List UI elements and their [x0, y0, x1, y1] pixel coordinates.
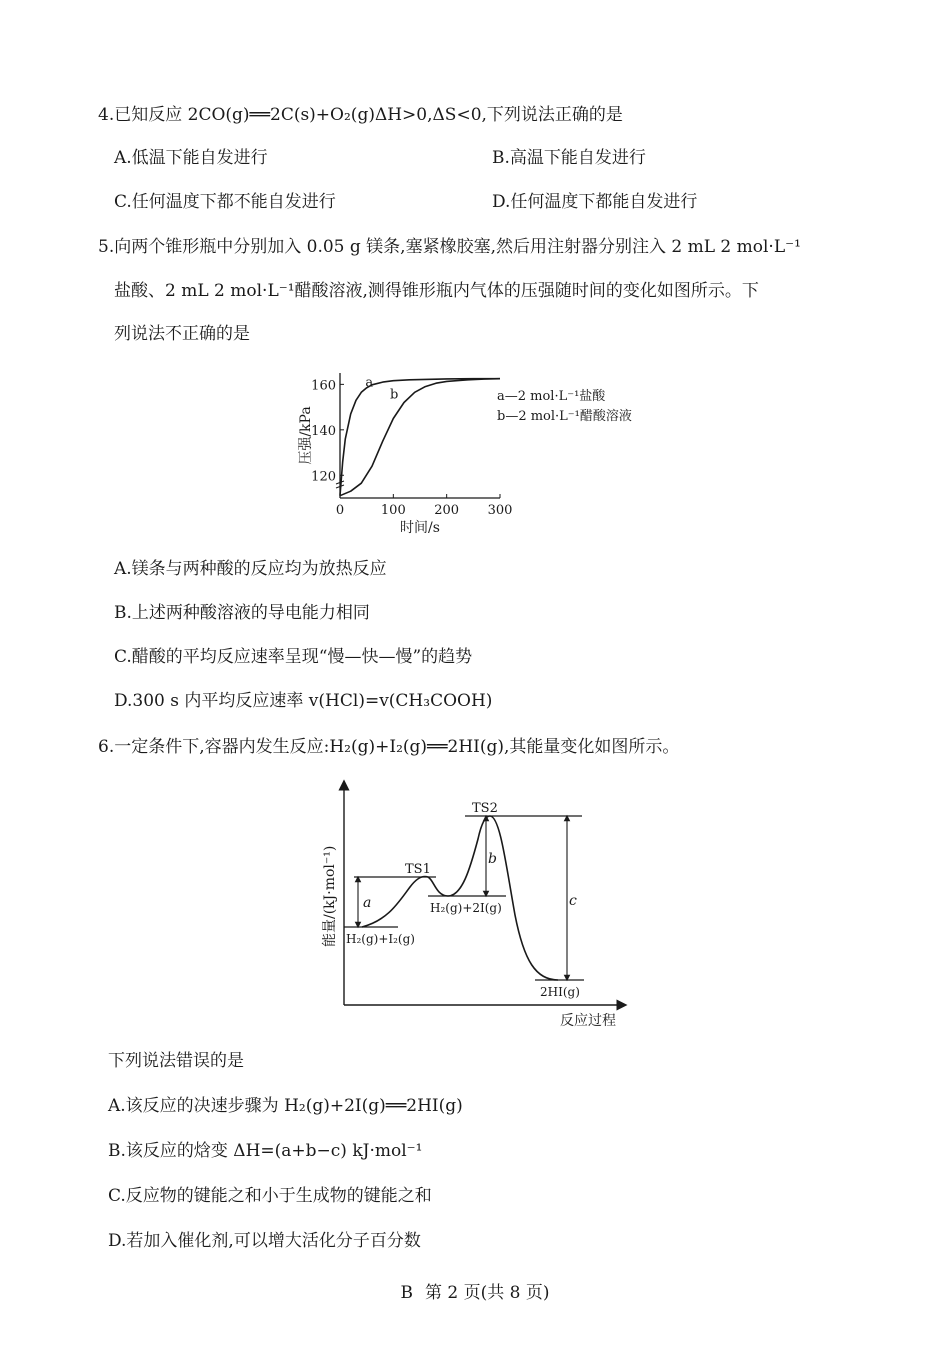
product-label: 2HI(g) [540, 985, 580, 999]
q5-option-d: D.300 s 内平均反应速率 v(HCl)=v(CH₃COOH) [114, 691, 493, 711]
chart-series [340, 379, 500, 496]
y-tick-label: 160 [311, 378, 336, 394]
chart-labels [298, 375, 632, 536]
series-name-b: b [390, 387, 399, 403]
q4-option-d: D.任何温度下都能自发进行 [492, 192, 698, 212]
diagram-xlabel: 反应过程 [560, 1013, 616, 1029]
q6-option-a: A.该反应的决速步骤为 H₂(g)+2I(g)══2HI(g) [108, 1096, 463, 1116]
chart-xlabel: 时间/s [400, 520, 440, 536]
q6-sub-stem: 下列说法错误的是 [108, 1051, 244, 1071]
q5-stem-line2: 盐酸、2 mL 2 mol·L⁻¹醋酸溶液,测得锥形瓶内气体的压强随时间的变化如图所示。下 [114, 281, 759, 301]
q4-option-a: A.低温下能自发进行 [114, 148, 268, 168]
energy-diagram [310, 775, 630, 1035]
label-a: a [363, 895, 372, 911]
series-line-b [340, 379, 500, 496]
y-tick-label: 140 [311, 423, 336, 439]
pressure-chart [290, 370, 650, 540]
reactant-label: H₂(g)+I₂(g) [346, 932, 415, 946]
label-c: c [569, 893, 577, 909]
q5-option-b: B.上述两种酸溶液的导电能力相同 [114, 603, 370, 623]
legend-entry-a: a—2 mol·L⁻¹盐酸 [497, 389, 606, 404]
ts1-label: TS1 [405, 862, 431, 877]
q4-option-c: C.任何温度下都不能自发进行 [114, 192, 336, 212]
x-tick-label: 0 [335, 503, 345, 518]
legend-entry-b: b—2 mol·L⁻¹醋酸溶液 [497, 409, 632, 424]
q5-option-c: C.醋酸的平均反应速率呈现“慢—快—慢”的趋势 [114, 647, 473, 667]
q5-stem-line1: 5.向两个锥形瓶中分别加入 0.05 g 镁条,塞紧橡胶塞,然后用注射器分别注入 2 mL 2 mol·L⁻¹ [98, 237, 801, 257]
series-name-a: a [365, 375, 374, 391]
q6-option-b: B.该反应的焓变 ΔH=(a+b−c) kJ·mol⁻¹ [108, 1141, 423, 1161]
label-b: b [488, 851, 497, 867]
energy-curve [362, 816, 558, 980]
q6-option-d: D.若加入催化剂,可以增大活化分子百分数 [108, 1231, 421, 1251]
q4-stem: 4.已知反应 2CO(g)══2C(s)+O₂(g)ΔH>0,ΔS<0,下列说法正确的是 [98, 105, 623, 125]
chart-axes [336, 373, 500, 498]
q6-option-c: C.反应物的键能之和小于生成物的键能之和 [108, 1186, 432, 1206]
page-footer [0, 1282, 950, 1304]
diagram-ylabel: 能量/(kJ·mol⁻¹) [322, 845, 338, 947]
q5-option-a: A.镁条与两种酸的反应均为放热反应 [114, 559, 387, 579]
chart-ylabel: 压强/kPa [298, 406, 314, 465]
x-tick-label: 200 [434, 503, 460, 518]
q6-stem: 6.一定条件下,容器内发生反应:H₂(g)+I₂(g)══2HI(g),其能量变化如图所示。 [98, 737, 680, 757]
ts2-label: TS2 [472, 801, 498, 816]
page-number: 第 2 页(共 8 页) [424, 1283, 550, 1303]
paper-label: B [400, 1283, 413, 1303]
q4-option-b: B.高温下能自发进行 [492, 148, 646, 168]
intermediate-label: H₂(g)+2I(g) [430, 901, 502, 915]
x-tick-label: 300 [487, 503, 513, 518]
q5-stem-line3: 列说法不正确的是 [114, 324, 250, 344]
x-tick-label: 100 [380, 503, 406, 518]
y-tick-label: 120 [311, 469, 336, 485]
